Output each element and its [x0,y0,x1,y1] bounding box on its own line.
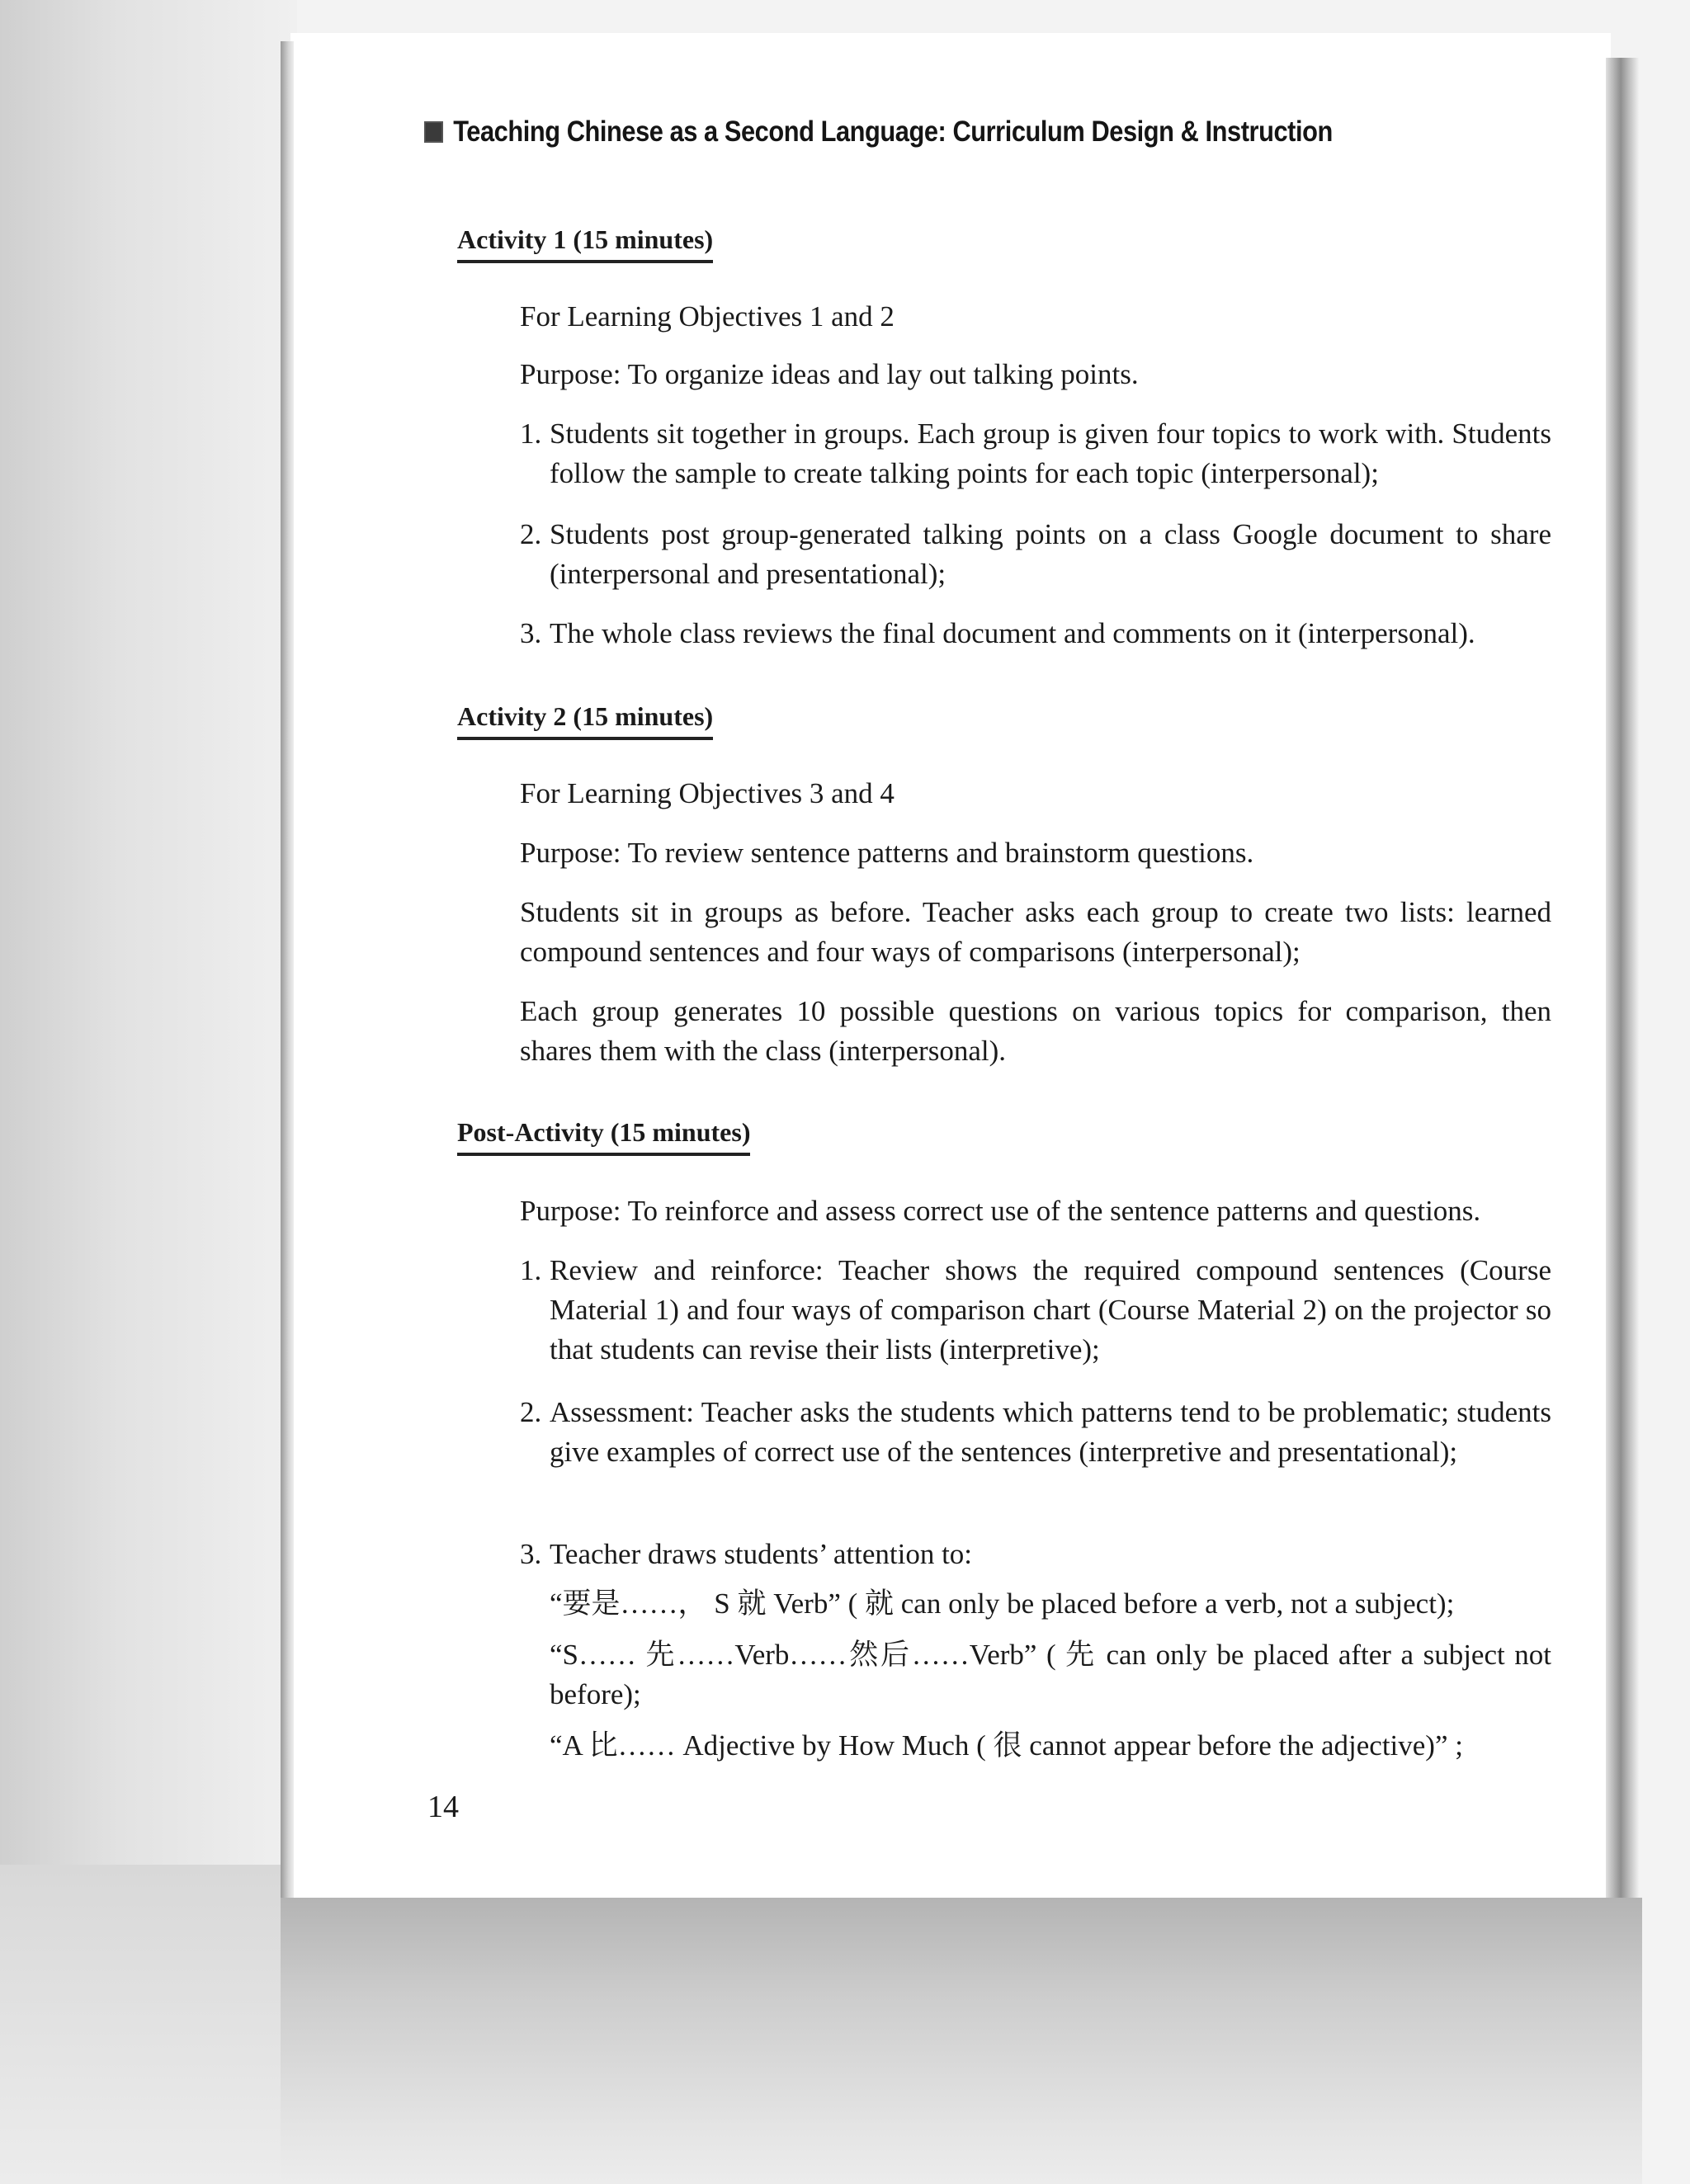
header-square-icon [424,121,443,143]
list-item-text: The whole class reviews the final document and comments on it (interpersonal). [550,617,1475,649]
running-header [424,116,1333,149]
sentence-pattern: “S…… 先……Verb……然后……Verb” ( 先 can only be placed after a subject not before); [550,1639,1551,1710]
list-item-number: 2. [520,518,542,550]
post-activity-list-item [520,1535,1551,1574]
list-item-text: Review and reinforce: Teacher shows the required compound sentences (Course Material 1) and four ways of comparison chart (Course Material 2) on the projector so that students can revise their lists (interpretive); [550,1254,1551,1366]
activity2-objectives: For Learning Objectives 3 and 4 [520,777,895,809]
page-number: 14 [427,1790,459,1824]
activity2-purpose: Purpose: To review sentence patterns and brainstorm questions. [520,837,1254,869]
scan-shading-bottom [281,1898,1642,2184]
list-item-number: 3. [520,1538,542,1570]
page-right-edge-shadow [1606,58,1639,1931]
sentence-pattern: “要是……， S 就 Verb” ( 就 can only be placed before a verb, not a subject); [550,1587,1455,1620]
activity1-list-item [520,414,1551,493]
activity2-paragraph: Each group generates 10 possible questions on various topics for comparison, then shares them with the class (interpersonal). [520,995,1551,1067]
list-item-number: 3. [520,617,542,649]
list-item-number: 1. [520,417,542,450]
post-activity-list-item [520,1393,1551,1472]
list-item-number: 2. [520,1396,542,1428]
post-activity-heading: Post-Activity (15 minutes) [457,1117,750,1156]
post-activity-purpose: Purpose: To reinforce and assess correct use of the sentence patterns and questions. [520,1195,1481,1227]
list-item-text: Students sit together in groups. Each group is given four topics to work with. Students follow the sample to create talking points for each topic (interpersonal); [550,417,1551,489]
list-item-text: Students post group-generated talking points on a class Google document to share (interpersonal and presentational); [550,518,1551,590]
post-activity-list-item [520,1251,1551,1370]
sentence-pattern: “A 比…… Adjective by How Much ( 很 cannot appear before the adjective)” ; [550,1729,1463,1762]
list-item-text: Assessment: Teacher asks the students which patterns tend to be problematic; students give examples of correct use of the sentences (interpretive and presentational); [550,1396,1551,1468]
activity1-objectives: For Learning Objectives 1 and 2 [520,300,895,333]
list-item-number: 1. [520,1254,542,1286]
activity1-list-item [520,515,1551,594]
activity2-heading: Activity 2 (15 minutes) [457,701,713,740]
list-item-text: Teacher draws students’ attention to: [550,1538,973,1570]
scan-shading-left [0,0,297,2184]
running-header-title: Teaching Chinese as a Second Language: Curriculum Design & Instruction [453,116,1333,148]
activity2-paragraph: Students sit in groups as before. Teacher asks each group to create two lists: learned compound sentences and four ways of comparisons (interpersonal); [520,896,1551,968]
book-spine-shadow [281,41,294,1898]
activity1-purpose: Purpose: To organize ideas and lay out talking points. [520,358,1139,390]
activity1-heading: Activity 1 (15 minutes) [457,224,713,263]
activity1-list-item [520,614,1551,653]
